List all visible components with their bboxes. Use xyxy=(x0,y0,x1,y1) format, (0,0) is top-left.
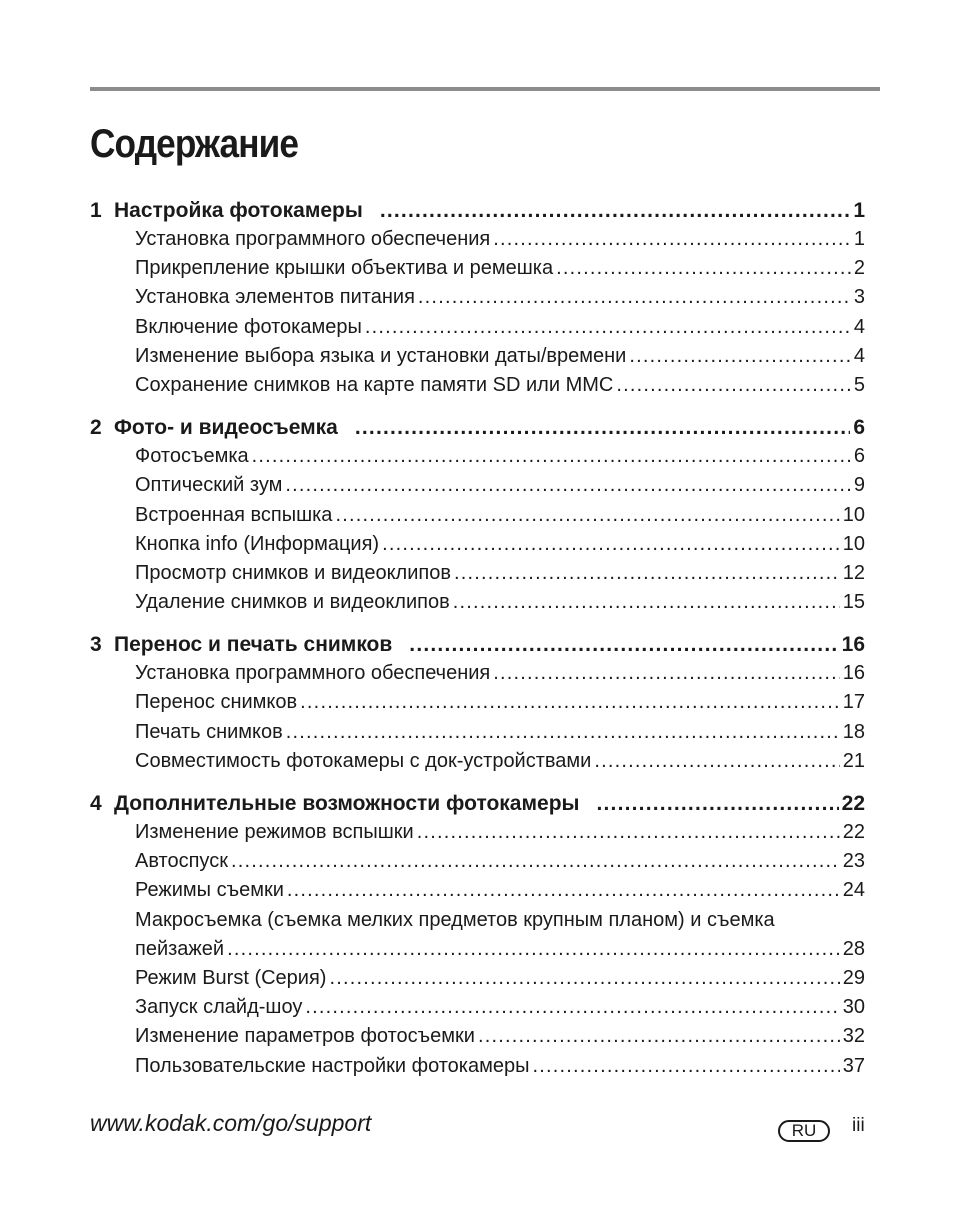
dot-leader xyxy=(287,876,840,905)
toc-item[interactable] xyxy=(90,1022,865,1051)
item-label: Изменение режимов вспышки xyxy=(135,821,414,843)
page-number: 37 xyxy=(842,1054,865,1077)
item-label: Просмотр снимков и видеоклипов xyxy=(135,561,451,584)
page-number: 30 xyxy=(842,996,865,1019)
toc-chapter-1[interactable] xyxy=(90,196,865,225)
toc-item[interactable] xyxy=(90,342,865,371)
item-label: Прикрепление крышки объектива и ремешка xyxy=(135,257,554,280)
item-label: Удаление снимков и видеоклипов xyxy=(135,591,450,614)
item-label: Режим Burst (Серия) xyxy=(135,966,327,989)
toc-section-2 xyxy=(90,413,865,617)
dot-leader xyxy=(533,1052,840,1081)
item-label: Пользовательские настройки фотокамеры xyxy=(135,1054,530,1077)
toc-chapter-4[interactable] xyxy=(90,789,865,818)
item-label: Совместимость фотокамеры с док-устройствами xyxy=(135,749,592,772)
chapter-number: 3 xyxy=(90,633,102,657)
dot-leader xyxy=(417,818,840,847)
toc-item[interactable] xyxy=(90,935,865,964)
dot-leader xyxy=(335,501,839,530)
item-label: Автоспуск xyxy=(135,850,228,873)
item-label: Режимы съемки xyxy=(135,879,284,902)
item-label: Установка элементов питания xyxy=(135,286,415,309)
page-number: 3 xyxy=(853,286,865,309)
page-number: 32 xyxy=(842,1025,865,1048)
toc-item[interactable] xyxy=(90,559,865,588)
page-number-footer: iii xyxy=(852,1115,865,1136)
dot-leader xyxy=(286,718,840,747)
toc-chapter-3[interactable] xyxy=(90,630,865,659)
chapter-number: 4 xyxy=(90,792,102,815)
page-number: 12 xyxy=(842,561,865,584)
item-label: Установка программного обеспечения xyxy=(135,228,491,250)
dot-leader xyxy=(594,747,839,776)
page-number: 16 xyxy=(841,633,865,657)
toc-item[interactable] xyxy=(90,1052,865,1081)
page-number: 10 xyxy=(842,503,865,526)
dot-leader xyxy=(418,283,851,312)
header-rule xyxy=(90,87,880,91)
toc-item[interactable] xyxy=(90,471,865,500)
dot-leader xyxy=(355,413,850,442)
toc-item[interactable] xyxy=(90,442,865,471)
toc-item-wrapped-line[interactable]: Макросъемка (съемка мелких предметов крупным планом) и съемка xyxy=(135,908,775,931)
chapter-number: 2 xyxy=(90,416,102,440)
page-number: 6 xyxy=(853,445,865,468)
toc-item[interactable] xyxy=(90,313,865,342)
page-number: 23 xyxy=(842,850,865,873)
dot-leader xyxy=(329,964,839,993)
page-number: 4 xyxy=(853,344,865,367)
item-label: Кнопка info (Информация) xyxy=(135,532,380,555)
page-number: 2 xyxy=(853,257,865,280)
chapter-title: Дополнительные возможности фотокамеры xyxy=(114,792,580,815)
page-number: 1 xyxy=(853,199,865,222)
item-label: Сохранение снимков на карте памяти SD или MMC xyxy=(135,373,614,396)
dot-leader xyxy=(556,254,851,283)
chapter-title: Фото- и видеосъемка xyxy=(114,416,338,440)
toc-item[interactable] xyxy=(90,530,865,559)
toc-chapter-2[interactable] xyxy=(90,413,865,442)
page-number: 4 xyxy=(853,315,865,338)
toc-item[interactable] xyxy=(90,283,865,312)
dot-leader xyxy=(478,1022,840,1051)
dot-leader xyxy=(227,935,840,964)
chapter-title: Перенос и печать снимков xyxy=(114,633,393,657)
page-number: 5 xyxy=(853,373,865,396)
dot-leader xyxy=(300,688,840,717)
dot-leader xyxy=(380,196,851,225)
dot-leader xyxy=(231,847,840,876)
table-of-contents xyxy=(90,196,865,1094)
dot-leader xyxy=(285,471,850,500)
toc-item[interactable] xyxy=(90,964,865,993)
dot-leader xyxy=(629,342,851,371)
toc-item[interactable] xyxy=(90,659,865,688)
item-label: Фотосъемка xyxy=(135,445,249,468)
dot-leader xyxy=(493,225,851,254)
toc-item[interactable] xyxy=(90,818,865,847)
toc-item[interactable] xyxy=(90,688,865,717)
page-number: 10 xyxy=(842,532,865,555)
dot-leader xyxy=(453,588,840,617)
toc-section-3 xyxy=(90,630,865,776)
toc-item[interactable] xyxy=(90,747,865,776)
toc-item[interactable] xyxy=(90,993,865,1022)
dot-leader xyxy=(454,559,840,588)
dot-leader xyxy=(365,313,851,342)
page-number: 15 xyxy=(842,591,865,614)
item-label: Запуск слайд-шоу xyxy=(135,996,303,1019)
dot-leader xyxy=(493,659,839,688)
item-label: Изменение выбора языка и установки даты/времени xyxy=(135,344,627,367)
page-number: 9 xyxy=(853,474,865,497)
page-number: 29 xyxy=(842,966,865,989)
page-title: Содержание xyxy=(90,122,299,166)
item-label: Перенос снимков xyxy=(135,691,298,714)
support-url-link[interactable]: www.kodak.com/go/support xyxy=(90,1110,372,1136)
toc-item[interactable] xyxy=(90,225,865,254)
page-number: 16 xyxy=(842,662,865,685)
page-number: 22 xyxy=(841,792,865,815)
item-label: Изменение параметров фотосъемки xyxy=(135,1025,475,1048)
toc-item[interactable] xyxy=(90,876,865,905)
page-number: 1 xyxy=(853,228,865,250)
dot-leader xyxy=(596,789,838,818)
dot-leader xyxy=(305,993,839,1022)
toc-item[interactable] xyxy=(90,254,865,283)
page-number: 6 xyxy=(853,416,865,440)
item-label: пейзажей xyxy=(135,937,225,960)
page-number: 24 xyxy=(842,879,865,902)
item-label: Печать снимков xyxy=(135,720,283,743)
language-badge: RU xyxy=(778,1120,830,1142)
dot-leader xyxy=(616,371,851,400)
item-label: Установка программного обеспечения xyxy=(135,662,491,685)
page-number: 28 xyxy=(842,937,865,960)
chapter-number: 1 xyxy=(90,199,102,222)
page-number: 18 xyxy=(842,720,865,743)
toc-item[interactable] xyxy=(90,501,865,530)
page-number: 21 xyxy=(842,749,865,772)
dot-leader xyxy=(252,442,851,471)
page-number: 22 xyxy=(842,821,865,843)
toc-item[interactable] xyxy=(90,847,865,876)
toc-item[interactable] xyxy=(90,371,865,400)
toc-item[interactable] xyxy=(90,718,865,747)
item-label: Встроенная вспышка xyxy=(135,503,333,526)
page-number: 17 xyxy=(842,691,865,714)
toc-section-1 xyxy=(90,196,865,400)
toc-section-4 xyxy=(90,789,865,1081)
chapter-title: Настройка фотокамеры xyxy=(114,199,363,222)
dot-leader xyxy=(409,630,838,659)
toc-item[interactable] xyxy=(90,588,865,617)
item-label: Включение фотокамеры xyxy=(135,315,362,338)
item-label: Оптический зум xyxy=(135,474,283,497)
dot-leader xyxy=(382,530,840,559)
